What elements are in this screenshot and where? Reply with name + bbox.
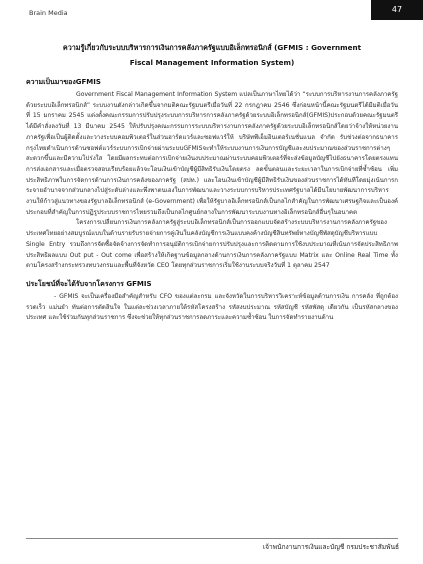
section-heading-history: ความเป็นมาของGFMIS bbox=[26, 78, 101, 86]
history-paragraph-1: Government Fiscal Management Information System แปลเป็นภาษาไทยได้ว่า “ระบบการบริหารงานการคลังภาครัฐด้วยระบบอิเล็กทรอนิกส์” ระบบงานดังกล่าวเกิดขึ้นจากมติคณะรัฐมนตรีเมื่อวันที่ 22 กรกฎาคม 2546 ซึ่งก่อนหน้านี้คณะรัฐมนตรีได้มีมติเมื่อวันที่ 15 มกราคม 2545 แต่งตั้งคณะกรรมการปรับปรุงระบบการบริหารการคลังภาครัฐด้วยระบบอิเล็กทรอนิกส์(GFMIS)ประกอบด้วยคณะรัฐมนตรีได้มีคำสั่งลงวันที่ 13 มีนาคม 2545 ให้ปรับปรุงคณะกรรมการระบบบริหารงานการคลังภาครัฐด้วยระบบอิเล็กทรอนิกส์โดยว่าจ้างให้หน่วยงานภาครัฐเพื่อเป็นผู้ติดตั้งและวางระบบคอมพิวเตอร์ในส่วนฮาร์ดแวร์และซอฟแวร์ให้ บริษัทพีเอ็มอินเตอร์เนชั่นแนล จำกัด รับช่วงต่อจากธนาคารกรุงไทยดำเนินการด้านซอฟต์แวร์ระบบการเบิกจ่ายผ่านระบบGFMISจะทำให้ระบบงานการเงินการบัญชีและงบประมาณของส่วนราชการต่างๆสะดวกขึ้นและมีความโปร่งใส โดยมีผลกระทบต่อการเบิกจ่ายเงินงบประมาณผ่านระบบคอมพิวเตอร์ที่จะส่งข้อมูลบัญชีไปยังธนาคารโดยตรงแทนการส่งเอกสารและเมื่อตรวจสอบเรียบร้อยแล้วจะโอนเงินเข้าบัญชีผู้มีสิทธิรับเงินโดยตรง ลดขั้นตอนและระยะเวลาในการเบิกจ่ายที่ซ้ำซ้อน เพิ่มประสิทธิภาพในการจัดการด้านการเงินการคลังของภาครัฐ (สปท.) และโอนเงินเข้าบัญชีผู้มีสิทธิรับเงินของส่วนราชการได้ทันทีโดยมุ่งเน้นการกระจายอำนาจจากส่วนกลางไปสู่ระดับล่างและพึ่งพาตนเองในการพัฒนาและวางระบบการบริหารประเทศรัฐบาลได้มีนโยบายพัฒนาการบริหารงานให้ก้าวสู่แนวทางของรัฐบาลอิเล็กทรอนิกส์ (e-Government) เพื่อให้รัฐบาลอิเล็กทรอนิกส์เป็นกลไกสำคัญในการพัฒนาเศรษฐกิจและเป็นองค์ประกอบที่สำคัญในการปฏิรูประบบราชการไทยรวมถึงเป็นกลไกศูนย์กลางในการพัฒนาระบบงานทางอิเล็กทรอนิกส์อื่นๆในอนาคต bbox=[26, 91, 398, 216]
page-header bbox=[0, 0, 423, 22]
footer-divider bbox=[26, 538, 398, 539]
benefits-paragraph-1: - GFMIS จะเป็นเครื่องมือสำคัญสำหรับ CFO ของแต่ละกรม และจังหวัดในการบริหารวิเคราะห์ข้อมูลด้านการเงิน การคลัง ที่ถูกต้อง รวดเร็ว แม่นยำ ทันต่อการตัดสินใจ ในแต่ละช่วงเวลาภายใต้รหัสโครงสร้าง รหัสงบประมาณ รหัสบัญชี รหัสพัสดุ เดียวกัน เป็นรหัสกลางของประเทศ และใช้ร่วมกันทุกส่วนราชการ ซึ่งจะช่วยให้ทุกส่วนราชการลดภาระและความซ้ำซ้อน ในการจัดทำรายงานด้าน bbox=[26, 292, 398, 322]
history-paragraph-2: โครงการเปลี่ยนการเงินการคลังภาครัฐสู่ระบบอิเล็กทรอนิกส์เป็นการออกแบบจัดสร้างระบบบริหารงานการคลังภาครัฐของประเทศไทยอย่างสมบูรณ์แบบในด้านรายรับรายจ่ายการคู่เงินในคลังบัญชีการเงินแบบคงค้างบัญชีสินทรัพย์ทางบัญชีพัสดุบัญชีบริหารแบบ Single Entry รวมถึงการจัดซื้อจัดจ้างการจัดทำการอนุมัติการเบิกจ่ายการปรับปรุงและการติดตามการใช้งบประมาณที่เน้นการจัดประสิทธิภาพประสิทธิผลแบบ Out put - Out come เพื่อสร้างให้เกิดฐานข้อมูลกลางด้านการเงินการคลังภาครัฐแบบ Matrix และ Online Real Time ทั้งตามโครงสร้างกระทรวงทบวงกรมและพื้นที่จังหวัด CEO โดยทุกส่วนราชการเริ่มใช้งานระบบจริงวันที่ 1 ตุลาคม 2547 bbox=[26, 219, 398, 270]
document-title-line1: ความรู้เกี่ยวกับระบบบริหารการเงินการคลังภาครัฐแบบอิเล็กทรอนิกส์ (GFMIS : Government bbox=[62, 43, 362, 52]
page-number-tab: 47 bbox=[371, 0, 423, 20]
document-title-line2: Fiscal Management Information System) bbox=[129, 58, 295, 67]
section-heading-benefits: ประโยชน์ที่จะได้รับจากโครงการ GFMIS bbox=[26, 279, 152, 288]
document-body bbox=[26, 40, 398, 324]
page-footer: เจ้าพนักงานการเงินและบัญชี กรมประชาสัมพันธ์ bbox=[262, 543, 399, 551]
brand-label: Brain Media bbox=[29, 9, 68, 17]
